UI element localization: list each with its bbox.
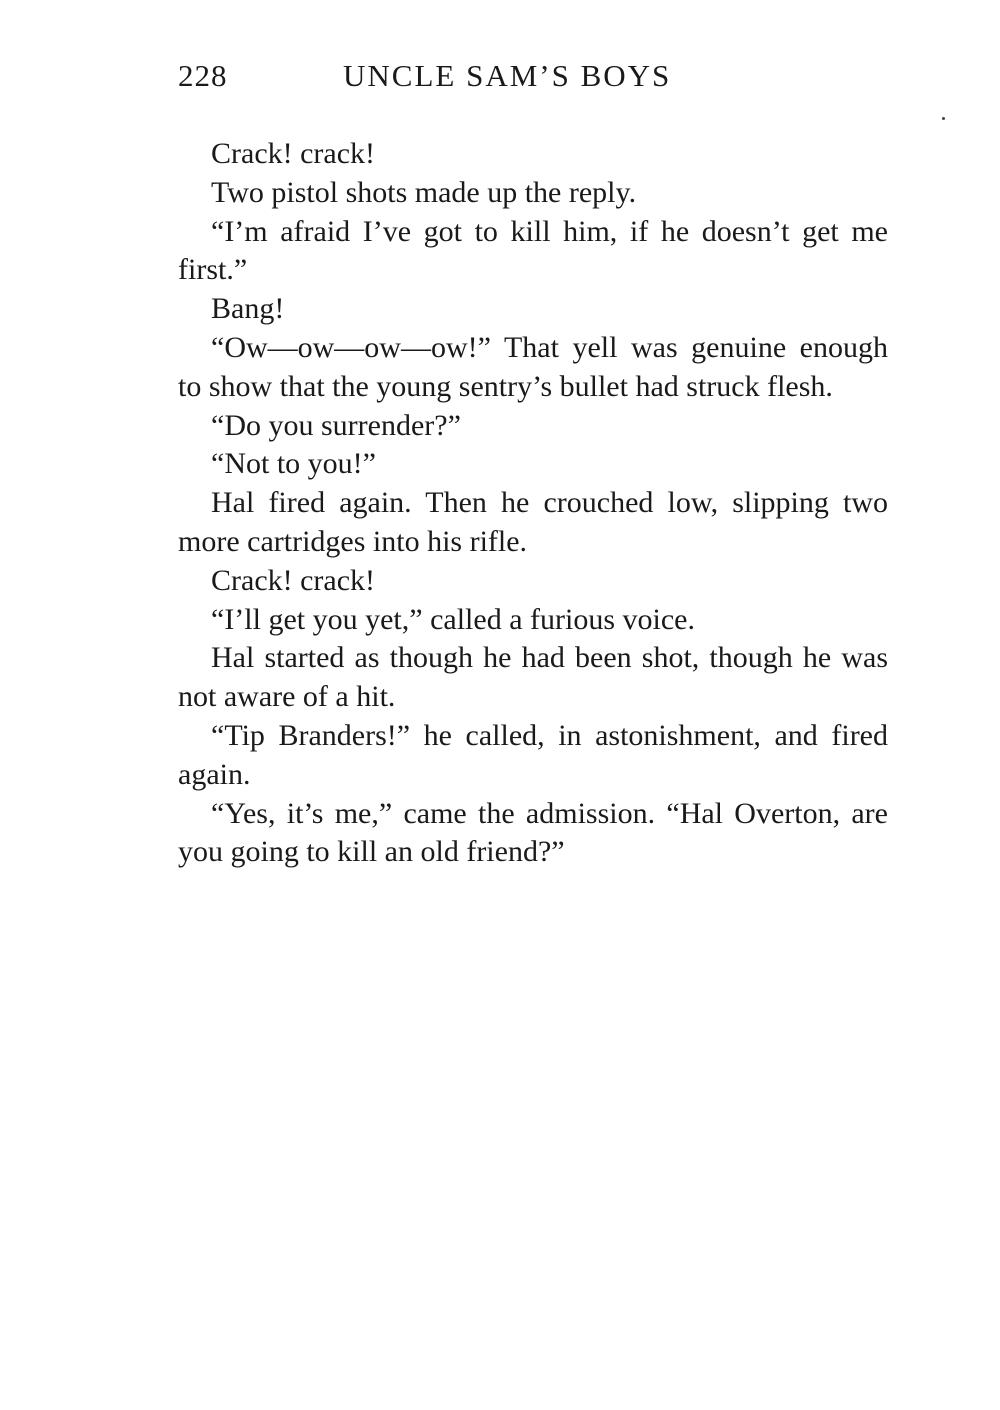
paragraph: Crack! crack!: [211, 137, 376, 170]
paragraph: “I’m afraid I’ve got to kill him, if he doesn’t get me first.”: [178, 214, 888, 287]
paragraph: Hal fired again. Then he crouched low, slipping two more cartridges into his rifle.: [178, 486, 888, 558]
paragraph: “Not to you!”: [211, 447, 376, 481]
paragraph: “Yes, it’s me,” came the admission. “Hal Overton, are you going to kill an old friend?”: [178, 796, 888, 869]
paragraph: “Tip Branders!” he called, in astonishment, and fired again.: [178, 718, 888, 791]
scan-speck: [942, 117, 945, 120]
paragraph: Two pistol shots made up the reply.: [211, 175, 637, 209]
paragraph: “Do you surrender?”: [211, 408, 461, 442]
body-text: [178, 135, 888, 872]
page-number: 228: [178, 58, 228, 93]
paragraph: Bang!: [211, 292, 285, 326]
page-header: [178, 54, 888, 98]
paragraph: Crack! crack!: [211, 563, 376, 597]
paragraph: “I’ll get you yet,” called a furious voice.: [211, 602, 695, 636]
paragraph: Hal started as though he had been shot, though he was not aware of a hit.: [178, 641, 888, 714]
paragraph: “Ow—ow—ow—ow!” That yell was genuine enough to show that the young sentry’s bullet had struck flesh.: [178, 330, 888, 403]
running-head: UNCLE SAM’S BOYS: [343, 58, 672, 93]
